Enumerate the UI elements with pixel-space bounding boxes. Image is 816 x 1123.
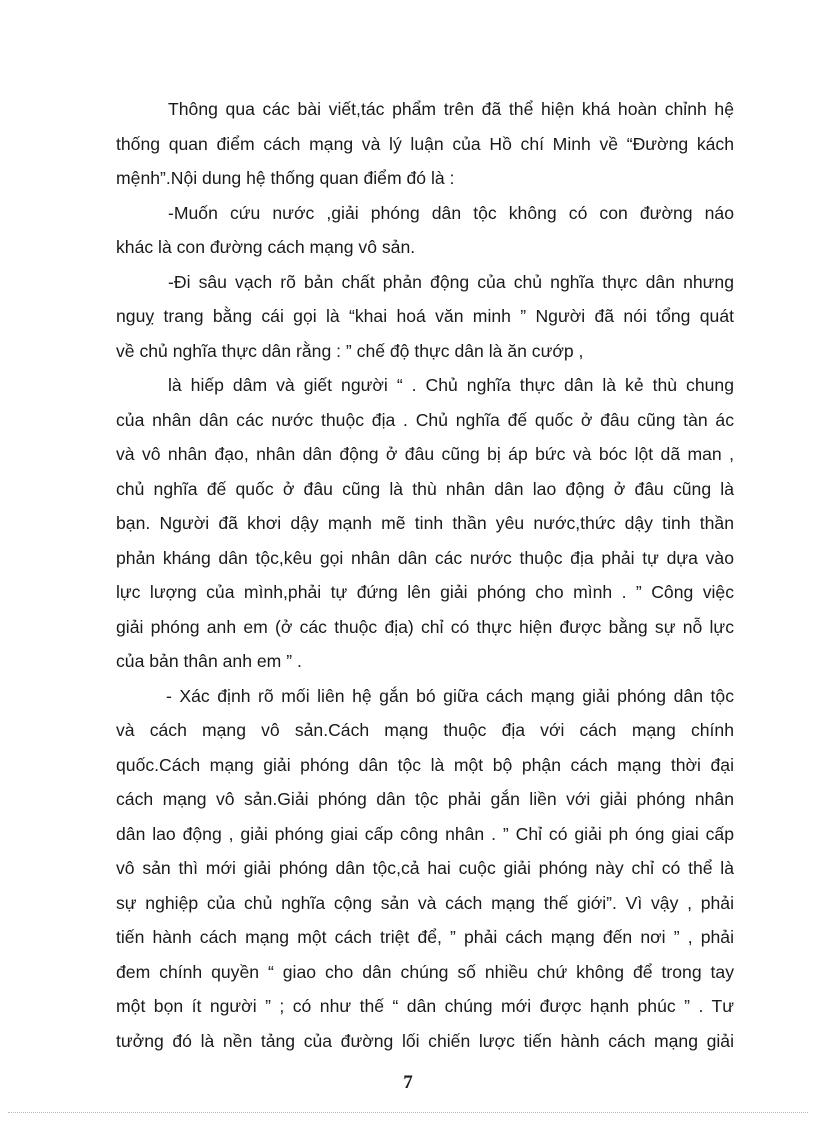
- text-line: và cách mạng vô sản.Cách mạng thuộc địa với cách mạng chính: [116, 720, 734, 740]
- text-line: lực lượng của mình,phải tự đứng lên giải phóng cho mình . ” Công việc: [116, 582, 734, 602]
- text-line: cách mạng vô sản.Giải phóng dân tộc phải gắn liền với giải phóng nhân: [116, 789, 734, 809]
- text-line: của bản thân anh em ” .: [116, 651, 302, 671]
- text-line: là hiếp dâm và giết người “ . Chủ nghĩa thực dân là kẻ thù chung: [168, 375, 734, 395]
- text-line: - Xác định rõ mối liên hệ gắn bó giữa cách mạng giải phóng dân tộc: [166, 685, 734, 706]
- text-line: thống quan điểm cách mạng và lý luận của Hồ chí Minh về “Đường kách: [116, 133, 734, 154]
- text-line: nguỵ trang bằng cái gọi là “khai hoá văn minh ” Người đã nói tổng quát: [116, 306, 734, 326]
- body-text: [116, 92, 734, 1058]
- text-line: đem chính quyền “ giao cho dân chúng số nhiều chứ không để trong tay: [116, 961, 734, 982]
- text-line: tưởng đó là nền tảng của đường lối chiến lược tiến hành cách mạng giải: [116, 1030, 734, 1051]
- text-line: Thông qua các bài viết,tác phẩm trên đã thể hiện khá hoàn chỉnh hệ: [168, 99, 734, 119]
- text-line: một bọn ít người ” ; có như thế “ dân chúng mới được hạnh phúc ” . Tư: [116, 996, 734, 1016]
- text-line: vô sản thì mới giải phóng dân tộc,cả hai cuộc giải phóng này chỉ có thể là: [116, 858, 734, 878]
- text-line: về chủ nghĩa thực dân rằng : ” chế độ thực dân là ăn cướp ,: [116, 340, 584, 361]
- text-line: mệnh”.Nội dung hệ thống quan điểm đó là :: [116, 168, 455, 188]
- text-line: sự nghiệp của chủ nghĩa cộng sản và cách mạng thế giới”. Vì vậy , phải: [116, 892, 734, 913]
- text-line: chủ nghĩa đế quốc ở đâu cũng là thù nhân dân lao động ở đâu cũng là: [116, 478, 734, 499]
- page-number: 7: [403, 1072, 413, 1093]
- text-line: -Đi sâu vạch rõ bản chất phản động của chủ nghĩa thực dân nhưng: [168, 271, 734, 292]
- text-line: khác là con đường cách mạng vô sản.: [116, 237, 416, 257]
- text-line: quốc.Cách mạng giải phóng dân tộc là một bộ phận cách mạng thời đại: [116, 754, 734, 775]
- text-line: bạn. Người đã khơi dậy mạnh mẽ tinh thần yêu nước,thức dậy tinh thần: [116, 513, 734, 533]
- page-bottom-divider: [8, 1112, 808, 1113]
- text-line: tiến hành cách mạng một cách triệt để, ” phải cách mạng đến nơi ” , phải: [116, 927, 734, 947]
- text-line: -Muốn cứu nước ,giải phóng dân tộc không có con đường náo: [168, 202, 734, 223]
- text-line: giải phóng anh em (ở các thuộc địa) chỉ có thực hiện được bằng sự nỗ lực: [116, 616, 734, 637]
- text-line: dân lao động , giải phóng giai cấp công nhân . ” Chỉ có giải ph óng giai cấp: [116, 823, 734, 844]
- text-line: và vô nhân đạo, nhân dân động ở đâu cũng bị áp bức và bóc lột dã man ,: [116, 444, 734, 464]
- text-line: của nhân dân các nước thuộc địa . Chủ nghĩa đế quốc ở đâu cũng tàn ác: [116, 409, 734, 430]
- text-line: phản kháng dân tộc,kêu gọi nhân dân các nước thuộc địa phải tự dựa vào: [116, 547, 734, 568]
